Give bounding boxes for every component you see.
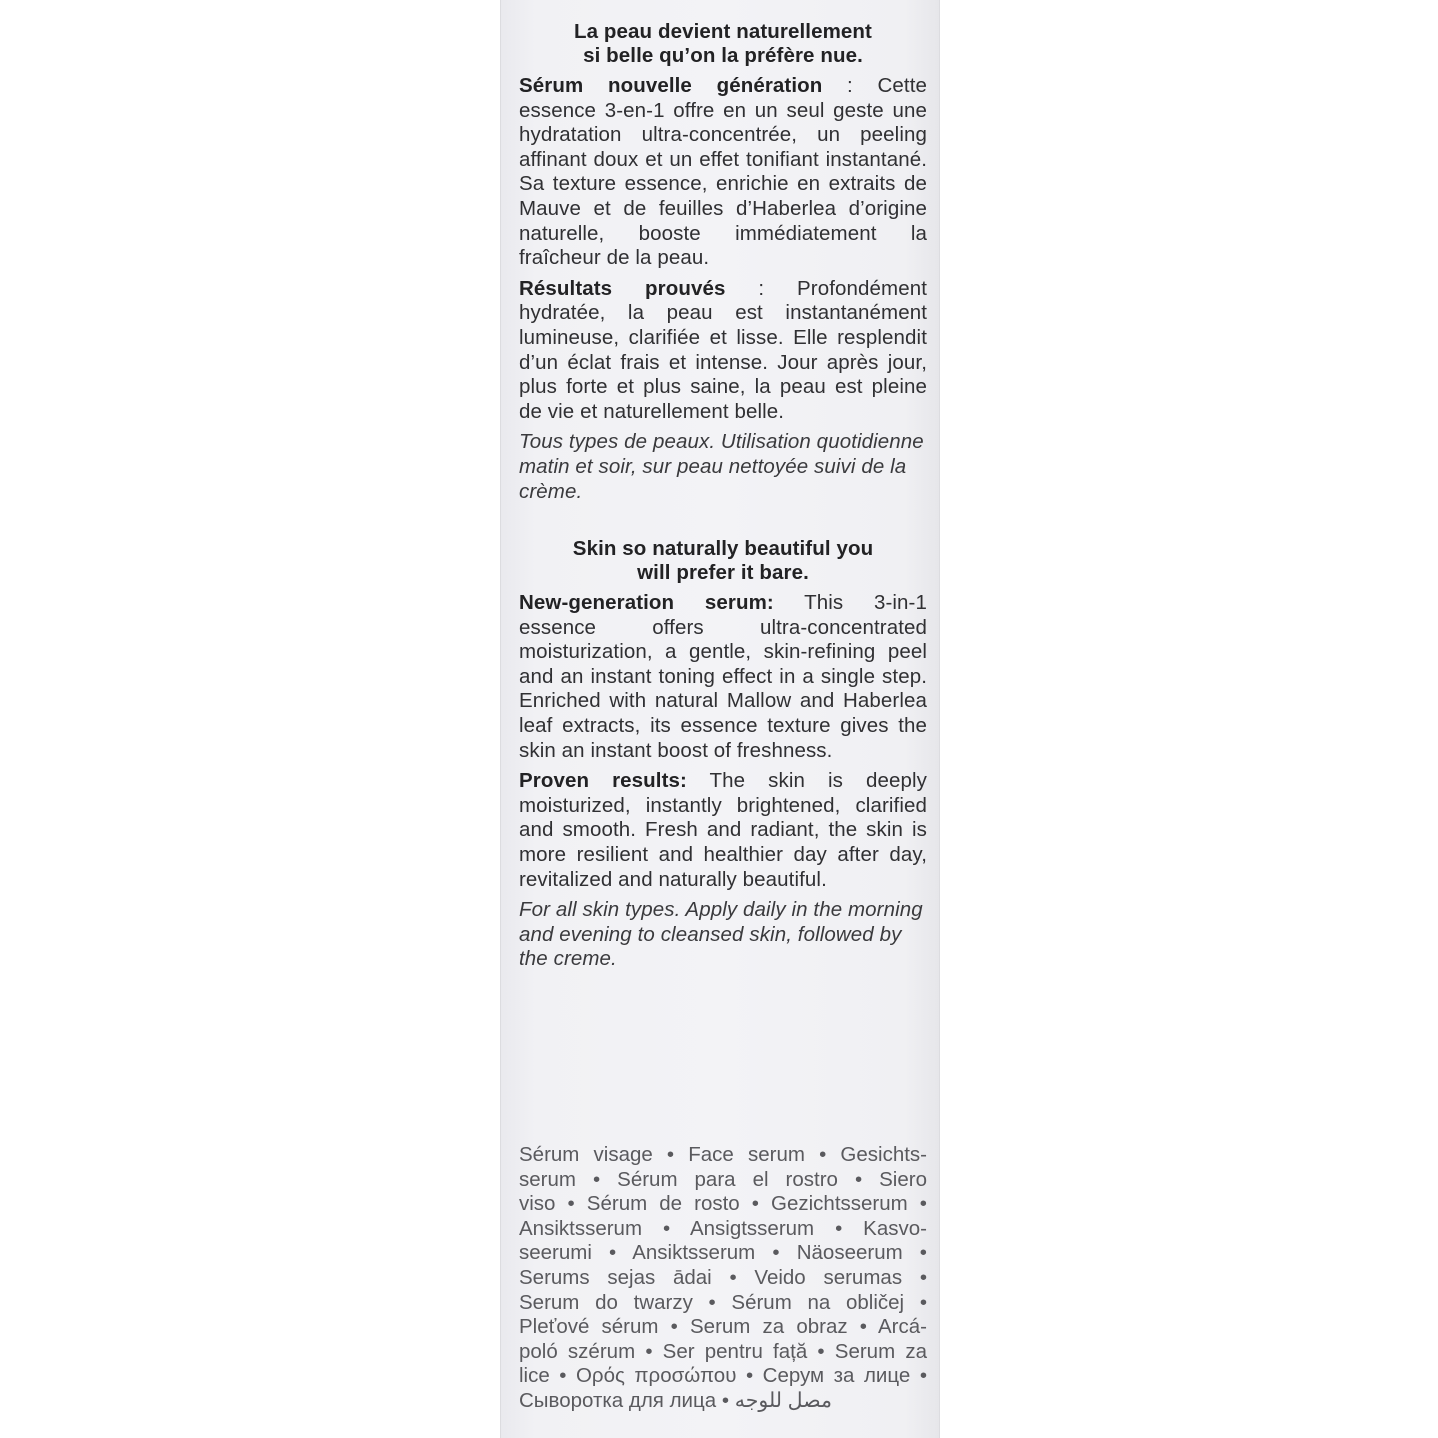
english-serum-paragraph (519, 591, 927, 763)
english-usage-instructions: For all skin types. Apply daily in the morning and evening to cleansed skin, followed by the creme. (519, 898, 923, 971)
product-names-line: Ansiktsserum • Ansigtsserum • Kasvo- (519, 1216, 927, 1240)
english-results-title: Proven results: (519, 769, 687, 793)
english-headline-line-1: Skin so naturally beautiful you (572, 537, 874, 561)
product-names-line: Sérum visage • Face serum • Gesichts- (519, 1143, 927, 1166)
english-results-text: The skin is deeply moisturized, instantly brightened, clarified and smooth. Fresh and radiant, the skin is more resilient and healthier day after day, revitalized and naturally beautiful. (519, 769, 927, 891)
french-headline-line-2: si belle qu’on la préfère nue. (583, 44, 863, 67)
product-names-line: lice • Ορός προσώπου • Серум за лице • (519, 1364, 927, 1388)
multilingual-product-names (519, 1143, 927, 1414)
english-serum-title: New-generation serum: (519, 591, 774, 615)
product-names-line: Serums sejas ādai • Veido serumas • (519, 1265, 927, 1289)
product-names-line: serum • Sérum para el rostro • Siero (519, 1167, 927, 1191)
french-results-title: Résultats prouvés (519, 276, 726, 300)
english-headline-line-2: will prefer it bare. (637, 561, 809, 585)
french-usage-instructions: Tous types de peaux. Utilisation quotidienne matin et soir, sur peau nettoyée suivi de la crème. (519, 430, 924, 503)
product-names-line: viso • Sérum de rosto • Gezichtsserum • (519, 1192, 927, 1216)
french-serum-text: : Cette essence 3-en-1 offre en un seul geste une hydratation ultra-concentrée, un peeling affinant doux et un effet tonifiant instantané. Sa texture essence, enrichie en extraits de Mauve et de feuilles d’Haberlea d’origine naturelle, booste immédiatement la fraîcheur de la peau. (519, 74, 927, 270)
packaging-text-block (519, 16, 927, 972)
section-spacer (519, 504, 927, 533)
french-headline (519, 20, 927, 68)
product-names-line: poló szérum • Ser pentru față • Serum za (519, 1339, 927, 1363)
french-results-text: : Profondément hydratée, la peau est instantanément lumineuse, clarifiée et lisse. Elle resplendit d’un éclat frais et intense. Jour après jour, plus forte et plus saine, la peau est pleine de vie et naturellement belle. (519, 276, 927, 423)
english-serum-text: This 3-in-1 essence offers ultra-concentrated moisturization, a gentle, skin-refining peel and an instant toning effect in a single step. Enriched with natural Mallow and Haberlea leaf extracts, its essence texture gives the skin an instant boost of freshness. (519, 591, 927, 762)
product-names-line: Pleťové sérum • Serum za obraz • Arcá- (519, 1315, 927, 1339)
english-results-paragraph (519, 769, 927, 892)
product-names-line: Сыворотка для лица • مصل للوجه (519, 1388, 832, 1412)
product-names-line: Serum do twarzy • Sérum na obličej • (519, 1290, 927, 1314)
french-results-paragraph (519, 277, 927, 425)
french-serum-title: Sérum nouvelle génération (519, 74, 823, 97)
english-headline (519, 537, 927, 585)
french-serum-paragraph (519, 74, 927, 271)
french-headline-line-1: La peau devient naturellement (574, 20, 872, 43)
product-names-line: seerumi • Ansiktsserum • Näoseerum • (519, 1241, 927, 1265)
